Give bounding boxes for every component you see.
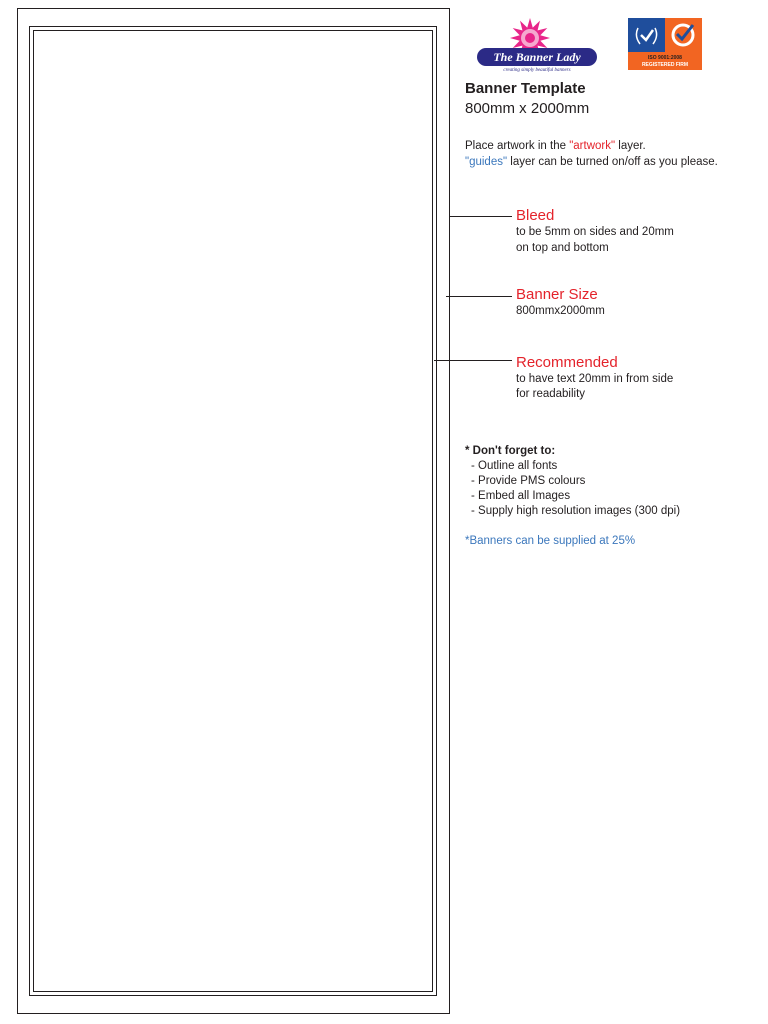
recommended-desc-line-1: to have text 20mm in from side xyxy=(516,373,674,385)
bleed-desc-line-1: to be 5mm on sides and 20mm xyxy=(516,226,674,238)
banner-lady-logo xyxy=(475,16,599,78)
bleed-pointer-line xyxy=(450,216,512,217)
supply-scale-note: *Banners can be supplied at 25% xyxy=(465,535,636,547)
reminder-item: - Supply high resolution images (300 dpi) xyxy=(471,505,681,517)
artwork-layer-label: "artwork" xyxy=(569,140,616,152)
guides-layer-label: "guides" xyxy=(465,156,508,168)
bleed-desc-line-2: on top and bottom xyxy=(516,242,609,254)
bleed-title: Bleed xyxy=(516,207,555,224)
reminder-title: * Don't forget to: xyxy=(465,445,556,457)
logo-tagline: creating simply beautiful banners xyxy=(503,68,571,73)
reminder-item: - Embed all Images xyxy=(471,490,571,502)
safe-area-guide-frame xyxy=(33,30,433,992)
banner-size-pointer-line xyxy=(446,296,512,297)
banner-size-desc: 800mmx2000mm xyxy=(516,305,605,317)
page-title: Banner Template xyxy=(465,80,586,97)
banner-size-title: Banner Size xyxy=(516,286,598,303)
instruction-guides-layer xyxy=(465,155,718,170)
cert-line-1: ISO 9001:2008 xyxy=(648,55,682,61)
cert-line-2: REGISTERED FIRM xyxy=(641,62,689,68)
instruction-artwork-layer xyxy=(465,139,646,154)
recommended-pointer-line xyxy=(434,360,512,361)
recommended-desc-line-2: for readability xyxy=(516,388,586,400)
instruction-text: layer. xyxy=(615,140,646,152)
banner-dimensions: 800mm x 2000mm xyxy=(465,100,590,117)
instruction-text: layer can be turned on/off as you please. xyxy=(507,156,718,168)
instruction-text: Place artwork in the xyxy=(465,140,570,152)
reminder-item: - Outline all fonts xyxy=(471,460,558,472)
recommended-title: Recommended xyxy=(516,354,618,371)
iso-certification-badge xyxy=(628,18,702,70)
reminder-item: - Provide PMS colours xyxy=(471,475,586,487)
logo-name: The Banner Lady xyxy=(493,50,581,64)
